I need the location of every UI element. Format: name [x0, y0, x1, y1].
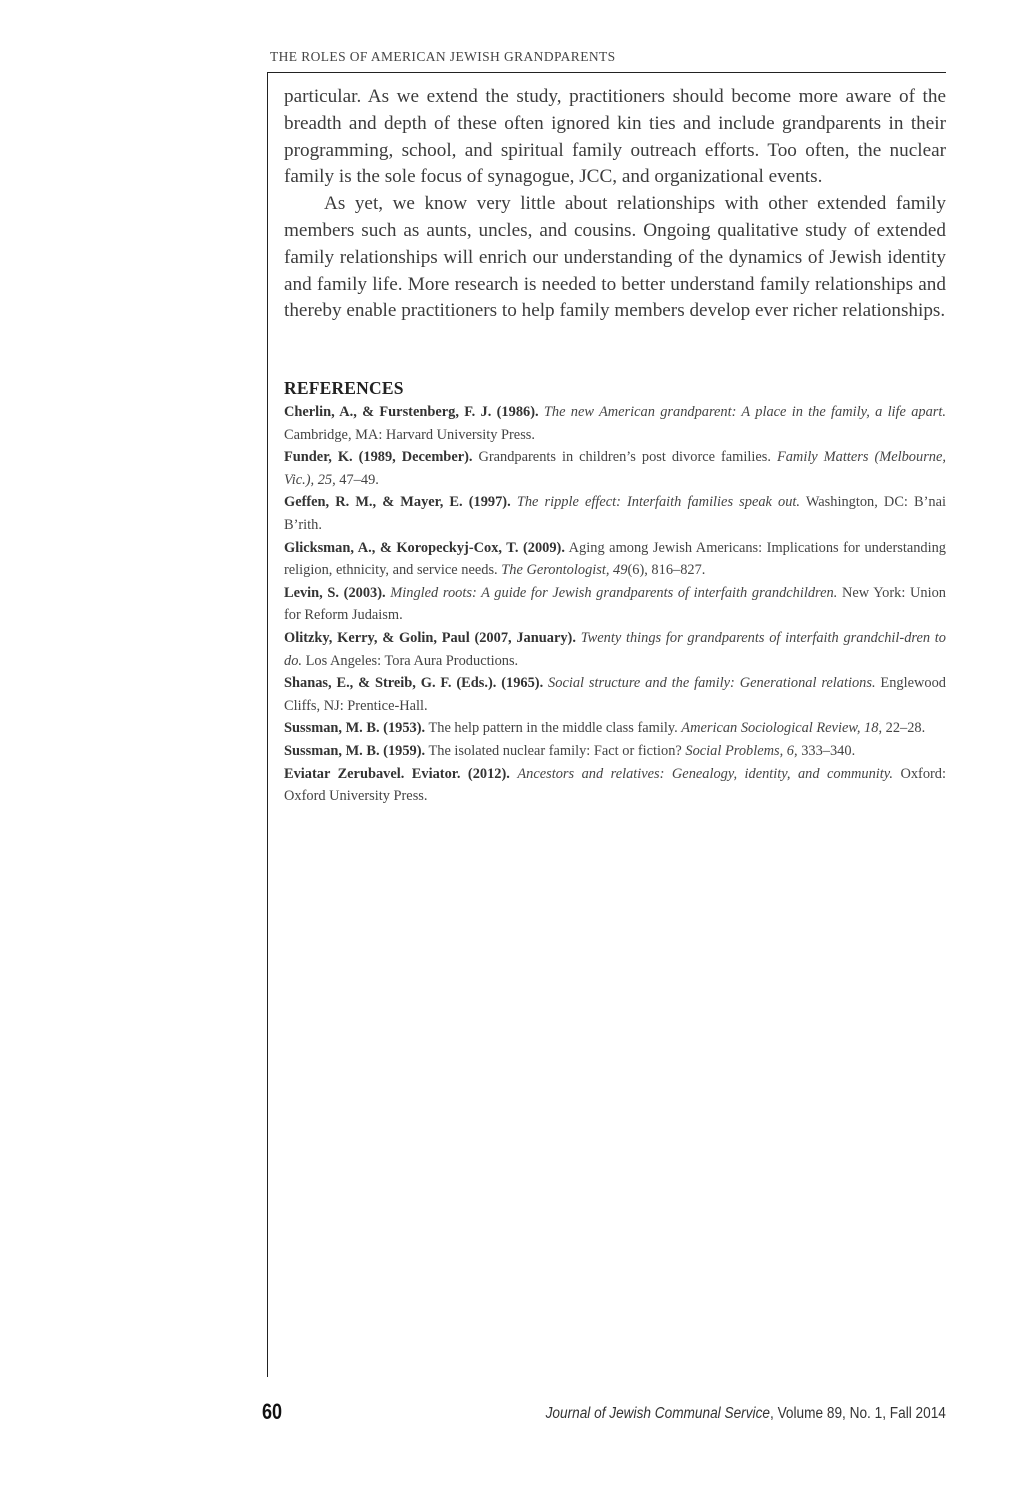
journal-title: Journal of Jewish Communal Service [545, 1405, 771, 1422]
reference-title: The new American grandparent: A place in the family, a life apart. [543, 404, 947, 420]
reference-authors: Funder, K. (1989, December). [284, 449, 473, 466]
reference-publisher: (6), 816–827. [627, 562, 706, 579]
reference-title: The Gerontologist, 49 [501, 562, 628, 579]
body-paragraph: particular. As we extend the study, practitioners should become more aware of the breadth and depth of these often ignored kin ties and include grandparents in their programming, school, and spiritual family outreach efforts. Too often, the nuclear family is the sole focus of synagogue, JCC, and organizational events. [284, 86, 946, 188]
reference-title: Social Problems, 6 [685, 742, 794, 759]
reference-text: Grandparents in children’s post divorce families. [472, 449, 777, 466]
body-paragraph: As yet, we know very little about relationships with other extended family members such as aunts, uncles, and cousins. Ongoing qualitative study of extended family relationships will enrich our understanding of the dynamics of Jewish identity and family life. More research is needed to better understand family relationships and thereby enable practitioners to help family members develop ever richer relationships. [284, 193, 946, 322]
reference-publisher: New York: Union for Reform Judaism. [284, 584, 946, 624]
reference-authors: Sussman, M. B. (1959). [284, 742, 426, 759]
running-head: THE ROLES OF AMERICAN JEWISH GRANDPARENTS [270, 49, 616, 64]
reference-publisher: Oxford: Oxford University Press. [284, 765, 946, 805]
reference-authors: Olitzky, Kerry, & Golin, Paul (2007, January). [284, 629, 576, 646]
reference-title: Social structure and the family: Generational relations. [548, 675, 876, 692]
references-section [284, 378, 946, 808]
reference-item [284, 627, 946, 672]
reference-item [284, 763, 946, 808]
references-heading: REFERENCES [284, 378, 404, 398]
reference-publisher: , 22–28. [878, 720, 926, 737]
reference-publisher: Cambridge, MA: Harvard University Press. [284, 426, 535, 443]
reference-authors: Eviatar Zerubavel. Eviator. (2012). [284, 765, 510, 782]
reference-text: The isolated nuclear family: Fact or fiction? [425, 742, 686, 759]
reference-title: Family Matters (Melbourne, Vic.), 25 [284, 449, 946, 488]
reference-item [284, 717, 946, 740]
reference-authors: Shanas, E., & Streib, G. F. (Eds.). (1965). [284, 675, 544, 692]
reference-item [284, 740, 946, 763]
reference-authors: Levin, S. (2003). [284, 584, 386, 601]
reference-item [284, 672, 946, 717]
reference-text: Aging among Jewish Americans: Implications for understanding religion, ethnicity, and service needs. [284, 539, 946, 579]
reference-publisher: Washington, DC: B’nai B’rith. [284, 494, 946, 533]
journal-citation [546, 1405, 946, 1423]
body-text [284, 84, 946, 325]
reference-text: The help pattern in the middle class family. [425, 720, 682, 737]
margin-rule [267, 72, 268, 1377]
reference-authors: Sussman, M. B. (1953). [284, 720, 426, 737]
reference-title: Ancestors and relatives: Genealogy, identity, and community. [517, 765, 893, 782]
reference-item [284, 446, 946, 491]
reference-authors: Glicksman, A., & Koropeckyj-Cox, T. (2009). [284, 539, 565, 556]
reference-item [284, 401, 946, 446]
reference-authors: Geffen, R. M., & Mayer, E. (1997). [284, 494, 511, 511]
reference-title: American Sociological Review, 18 [681, 720, 879, 737]
reference-title: Mingled roots: A guide for Jewish grandparents of interfaith grandchildren. [390, 584, 838, 601]
reference-publisher: , 47–49. [332, 471, 379, 488]
reference-item [284, 582, 946, 627]
reference-publisher: Los Angeles: Tora Aura Productions. [302, 652, 519, 669]
reference-authors: Cherlin, A., & Furstenberg, F. J. (1986). [284, 404, 539, 420]
journal-issue: , Volume 89, No. 1, Fall 2014 [770, 1405, 946, 1422]
reference-item [284, 491, 946, 536]
header-rule [267, 72, 946, 73]
reference-item [284, 537, 946, 582]
reference-publisher: Englewood Cliffs, NJ: Prentice-Hall. [284, 675, 946, 714]
reference-publisher: , 333–340. [794, 742, 856, 759]
reference-title: Twenty things for grandparents of interfaith grandchil-dren to do. [284, 629, 947, 669]
reference-title: The ripple effect: Interfaith families speak out. [516, 494, 800, 511]
references-list [284, 401, 946, 808]
page-number: 60 [262, 1399, 283, 1424]
